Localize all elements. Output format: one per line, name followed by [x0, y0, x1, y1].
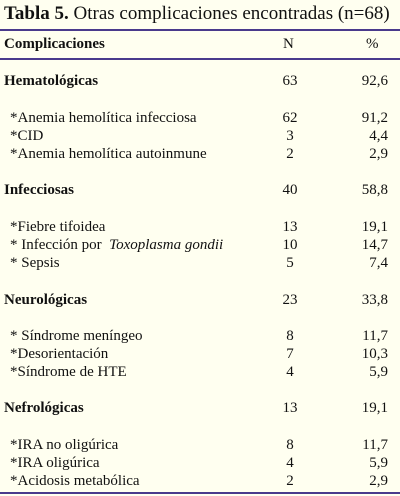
cell-n: 62 — [282, 110, 298, 126]
cell-pct: 10,3 — [361, 346, 388, 362]
table-group-row — [0, 291, 400, 309]
row-label-italic: Toxoplasma gondii — [109, 237, 224, 253]
cell-n: 23 — [282, 292, 298, 308]
table-row — [0, 236, 400, 254]
table-row — [0, 472, 400, 490]
row-label — [10, 218, 105, 236]
cell-pct: 7,4 — [369, 255, 388, 271]
cell-pct: 2,9 — [369, 146, 388, 162]
row-label-text: Nefrológicas — [4, 400, 84, 416]
cell-pct: 5,9 — [369, 455, 388, 471]
cell-pct: 14,7 — [361, 237, 388, 253]
bottom-rule — [0, 492, 400, 494]
row-label — [10, 145, 207, 163]
row-label-text: *IRA oligúrica — [10, 455, 100, 471]
row-label — [10, 436, 118, 454]
cell-n: 7 — [286, 346, 294, 362]
table-title-text: Otras complicaciones encontradas (n=68) — [68, 3, 390, 24]
row-label-text: *Anemia hemolítica infecciosa — [10, 110, 197, 126]
table-row — [0, 363, 400, 381]
cell-n: 5 — [286, 255, 294, 271]
table-group-row — [0, 399, 400, 417]
row-label-text: Infecciosas — [4, 182, 74, 198]
row-label — [10, 127, 43, 145]
column-header-pct: % — [366, 36, 379, 52]
cell-n: 4 — [286, 455, 294, 471]
table-row — [0, 436, 400, 454]
cell-pct: 11,7 — [362, 437, 388, 453]
cell-n: 3 — [286, 128, 294, 144]
column-header-complicaciones: Complicaciones — [4, 36, 105, 52]
cell-n: 40 — [282, 182, 298, 198]
cell-pct: 92,6 — [361, 73, 388, 89]
row-label-text: * Sepsis — [10, 255, 60, 271]
cell-pct: 19,1 — [361, 400, 388, 416]
table-row — [0, 218, 400, 236]
row-label-text: *Desorientación — [10, 346, 109, 362]
row-label — [10, 254, 60, 272]
cell-n: 13 — [282, 400, 298, 416]
group-label — [4, 291, 87, 309]
row-label-text: *Acidosis metabólica — [10, 473, 140, 489]
cell-n: 2 — [286, 473, 294, 489]
column-header-n: N — [283, 36, 294, 52]
cell-pct: 19,1 — [361, 219, 388, 235]
cell-pct: 33,8 — [361, 292, 388, 308]
row-label — [10, 327, 142, 345]
table-row — [0, 454, 400, 472]
table-row — [0, 145, 400, 163]
table-row — [0, 345, 400, 363]
top-rule — [0, 29, 400, 31]
row-label-text: *IRA no oligúrica — [10, 437, 119, 453]
group-label — [4, 72, 98, 90]
cell-n: 63 — [282, 73, 298, 89]
row-label-text: *CID — [10, 128, 44, 144]
row-label — [10, 345, 108, 363]
group-label — [4, 181, 74, 199]
row-label-text: *Fiebre tifoidea — [10, 219, 106, 235]
row-label-text: *Anemia hemolítica autoinmune — [10, 146, 207, 162]
row-label-text: Hematológicas — [4, 73, 99, 89]
table-row — [0, 127, 400, 145]
table-group-row — [0, 72, 400, 90]
cell-pct: 58,8 — [361, 182, 388, 198]
row-label — [10, 363, 127, 381]
row-label-text: Neurológicas — [4, 292, 88, 308]
cell-n: 2 — [286, 146, 294, 162]
cell-n: 8 — [286, 437, 294, 453]
table-row — [0, 327, 400, 345]
cell-pct: 5,9 — [369, 364, 388, 380]
row-label-text: * Síndrome meníngeo — [10, 328, 143, 344]
row-label-text: * Infección por — [10, 237, 102, 253]
row-label — [10, 236, 223, 254]
table-group-row — [0, 181, 400, 199]
header-rule — [0, 58, 400, 60]
row-label — [10, 454, 100, 472]
row-label — [10, 109, 197, 127]
cell-pct: 11,7 — [362, 328, 388, 344]
cell-n: 8 — [286, 328, 294, 344]
table-row — [0, 109, 400, 127]
cell-n: 10 — [282, 237, 298, 253]
table-title — [4, 3, 390, 25]
cell-pct: 2,9 — [369, 473, 388, 489]
cell-n: 4 — [286, 364, 294, 380]
cell-n: 13 — [282, 219, 298, 235]
table-title-number: Tabla 5. — [4, 3, 69, 24]
table-row — [0, 254, 400, 272]
group-label — [4, 399, 84, 417]
cell-pct: 4,4 — [369, 128, 388, 144]
cell-pct: 91,2 — [361, 110, 388, 126]
row-label-text: *Síndrome de HTE — [10, 364, 127, 380]
row-label — [10, 472, 140, 490]
